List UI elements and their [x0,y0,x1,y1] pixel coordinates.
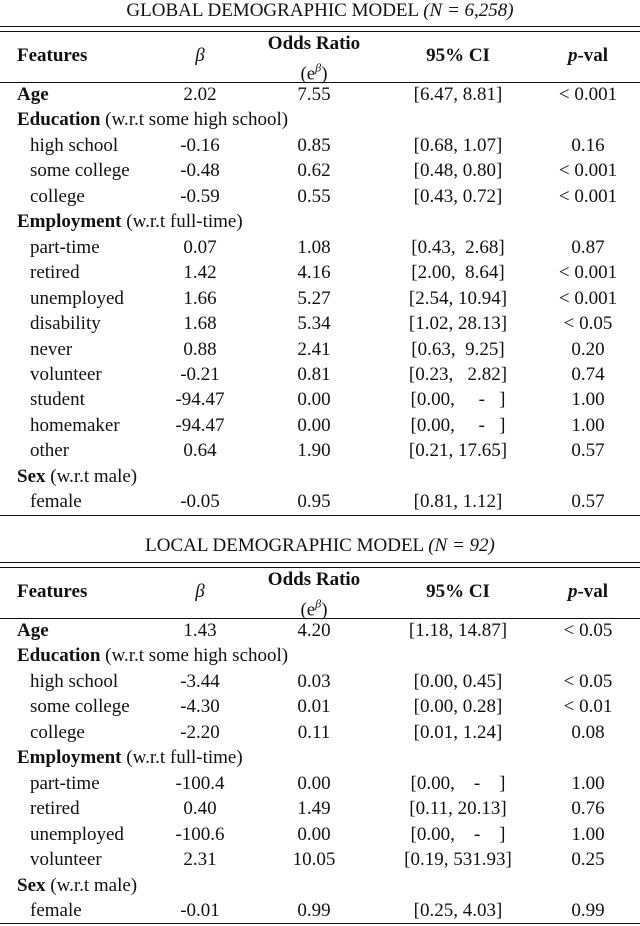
pval-cell: < 0.001 [558,160,618,182]
feature-cell: some college [30,696,130,718]
beta-cell: -0.01 [180,899,220,921]
ci-cell: [0.00, - ] [410,389,506,411]
odds-ratio-cell: 0.55 [297,185,331,207]
header-ci: 95% CI [426,45,490,66]
feature-cell: Sex (w.r.t male) [17,874,138,896]
table-group-row [0,745,640,770]
header-odds-ratio: Odds Ratio [267,569,361,590]
feature-cell: Employment (w.r.t full-time) [17,747,243,769]
table-row [0,235,640,260]
beta-cell: 1.66 [183,287,217,309]
odds-ratio-cell: 4.20 [297,620,331,641]
beta-cell: -0.21 [180,363,220,385]
table-row [0,694,640,719]
header-odds-ratio-sub: $(e^\beta)$ [300,597,328,621]
global-caption-title: GLOBAL DEMOGRAPHIC MODEL [126,0,419,21]
table-row [0,720,640,745]
beta-cell: -0.16 [180,134,220,156]
odds-ratio-cell: 0.00 [297,823,331,845]
table-row [0,489,640,514]
beta-cell: -3.44 [180,670,220,692]
pval-cell: 0.20 [571,338,605,360]
odds-ratio-cell: 0.62 [297,160,331,182]
table-group-row [0,82,640,107]
pval-cell: 0.76 [571,798,605,820]
table-group-row [0,464,640,489]
odds-ratio-cell: 5.34 [297,313,331,335]
pval-cell: 0.16 [571,134,605,156]
ci-cell: [0.48, 0.80] [413,160,503,182]
pval-cell: < 0.05 [563,670,613,692]
ci-cell: [0.25, 4.03] [413,899,503,921]
beta-cell: 2.02 [183,84,217,105]
feature-cell: volunteer [30,849,102,871]
header-features: Features [17,581,88,602]
feature-cell: high school [30,670,119,692]
table-row [0,260,640,285]
feature-cell: never [30,338,73,360]
table-group-row [0,618,640,643]
feature-cell: homemaker [30,414,120,436]
table-row [0,796,640,821]
ci-cell: [6.47, 8.81] [413,84,503,105]
feature-cell: female [30,899,82,921]
feature-cell: unemployed [30,823,124,845]
odds-ratio-cell: 5.27 [297,287,331,309]
pval-cell: 1.00 [571,772,605,794]
pval-cell: 1.00 [571,389,605,411]
ci-cell: [0.11, 20.13] [409,798,507,820]
table-row [0,771,640,796]
header-ci: 95% CI [426,581,490,602]
ci-cell: [0.00, - ] [410,414,506,436]
ci-cell: [0.23, 2.82] [408,363,508,385]
feature-cell: college [30,185,85,207]
pval-cell: < 0.001 [558,84,618,105]
odds-ratio-cell: 0.99 [297,899,331,921]
beta-cell: -0.59 [180,185,220,207]
feature-cell: college [30,721,85,743]
table-row [0,438,640,463]
feature-cell: retired [30,262,80,284]
table-row [0,337,640,362]
header-pval: p-val [567,581,609,602]
ci-cell: [0.43, 2.68] [411,236,505,258]
local-caption-title: LOCAL DEMOGRAPHIC MODEL [145,535,424,556]
ci-cell: [0.63, 9.25] [411,338,505,360]
feature-cell: unemployed [30,287,124,309]
feature-cell: retired [30,798,80,820]
odds-ratio-cell: 10.05 [292,849,336,871]
table-row [0,413,640,438]
global-caption [0,0,640,22]
pval-cell: 0.74 [571,363,605,385]
odds-ratio-cell: 0.00 [297,772,331,794]
beta-cell: 0.40 [183,798,217,820]
local-caption [0,535,640,557]
beta-cell: 1.43 [183,620,217,641]
odds-ratio-cell: 0.81 [297,363,331,385]
odds-ratio-cell: 0.01 [297,696,331,718]
global-header-row [0,31,640,85]
pval-cell: 0.57 [571,491,605,513]
feature-cell: Education (w.r.t some high school) [17,109,289,131]
beta-cell: -2.20 [180,721,220,743]
feature-cell: some college [30,160,130,182]
ci-cell: [0.81, 1.12] [413,491,503,513]
ci-cell: [0.19, 531.93] [404,849,512,871]
pval-cell: < 0.001 [558,185,618,207]
table-row [0,387,640,412]
header-odds-ratio-sub: $(e^\beta)$ [300,61,328,85]
pval-cell: 0.25 [571,849,605,871]
local-top-rule [0,562,640,563]
beta-cell: -94.47 [175,414,225,436]
feature-cell: part-time [30,236,100,258]
beta-cell: 0.88 [183,338,217,360]
table-row [0,847,640,872]
table-row [0,669,640,694]
table-group-row [0,107,640,132]
global-top-rule [0,26,640,27]
odds-ratio-cell: 1.49 [297,798,331,820]
feature-cell: high school [30,134,119,156]
ci-cell: [1.18, 14.87] [408,620,508,641]
feature-cell: Employment (w.r.t full-time) [17,211,243,233]
feature-cell: Age [17,84,49,105]
pval-cell: 0.57 [571,440,605,462]
odds-ratio-cell: 0.95 [297,491,331,513]
header-beta: β [195,45,205,66]
feature-cell: Sex (w.r.t male) [17,465,138,487]
feature-cell: Education (w.r.t some high school) [17,645,289,667]
pval-cell: 0.99 [571,899,605,921]
local-bottom-rule [0,923,640,924]
ci-cell: [0.68, 1.07] [413,134,503,156]
pval-cell: < 0.001 [558,287,618,309]
ci-cell: [1.02, 28.13] [408,313,508,335]
odds-ratio-cell: 0.11 [297,721,331,743]
beta-cell: 1.42 [183,262,217,284]
odds-ratio-cell: 7.55 [297,84,331,105]
table-row [0,822,640,847]
ci-cell: [0.00, 0.28] [413,696,503,718]
pval-cell: 0.87 [571,236,605,258]
pval-cell: < 0.05 [563,620,613,641]
table-row [0,362,640,387]
feature-cell: part-time [30,772,100,794]
beta-cell: -4.30 [180,696,220,718]
global-bottom-rule [0,515,640,516]
odds-ratio-cell: 0.85 [297,134,331,156]
beta-cell: -100.6 [175,823,225,845]
table-row [0,158,640,183]
pval-cell: 1.00 [571,823,605,845]
beta-cell: -0.05 [180,491,220,513]
ci-cell: [2.00, 8.64] [411,262,505,284]
odds-ratio-cell: 1.90 [297,440,331,462]
odds-ratio-cell: 2.41 [297,338,331,360]
beta-cell: -0.48 [180,160,220,182]
beta-cell: 0.07 [183,236,217,258]
feature-cell: disability [30,313,101,335]
beta-cell: 1.68 [183,313,217,335]
table-row [0,311,640,336]
header-pval: p-val [567,45,609,66]
ci-cell: [2.54, 10.94] [408,287,508,309]
pval-cell: 1.00 [571,414,605,436]
ci-cell: [0.00, - ] [410,772,506,794]
table-group-row [0,643,640,668]
pval-cell: < 0.001 [558,262,618,284]
table-row [0,133,640,158]
feature-cell: female [30,491,82,513]
odds-ratio-cell: 4.16 [297,262,331,284]
ci-cell: [0.00, 0.45] [413,670,503,692]
odds-ratio-cell: 0.00 [297,414,331,436]
global-caption-n: (N = 6,258) [423,0,514,21]
feature-cell: Age [17,620,49,641]
local-header-row [0,567,640,621]
odds-ratio-cell: 0.00 [297,389,331,411]
table-group-row [0,873,640,898]
beta-cell: 0.64 [183,440,217,462]
feature-cell: volunteer [30,363,102,385]
ci-cell: [0.01, 1.24] [413,721,503,743]
pval-cell: < 0.01 [563,696,613,718]
ci-cell: [0.00, - ] [410,823,506,845]
table-row [0,286,640,311]
header-features: Features [17,45,88,66]
odds-ratio-cell: 1.08 [297,236,331,258]
pval-cell: < 0.05 [563,313,613,335]
ci-cell: [0.43, 0.72] [413,185,503,207]
beta-cell: -100.4 [175,772,225,794]
odds-ratio-cell: 0.03 [297,670,331,692]
table-row [0,898,640,923]
local-caption-n: (N = 92) [428,535,495,556]
feature-cell: other [30,440,70,462]
table-group-row [0,209,640,234]
beta-cell: -94.47 [175,389,225,411]
header-odds-ratio: Odds Ratio [267,33,361,54]
feature-cell: student [30,389,85,411]
ci-cell: [0.21, 17.65] [408,440,508,462]
beta-cell: 2.31 [183,849,217,871]
table-row [0,184,640,209]
header-beta: β [195,581,205,602]
pval-cell: 0.08 [571,721,605,743]
